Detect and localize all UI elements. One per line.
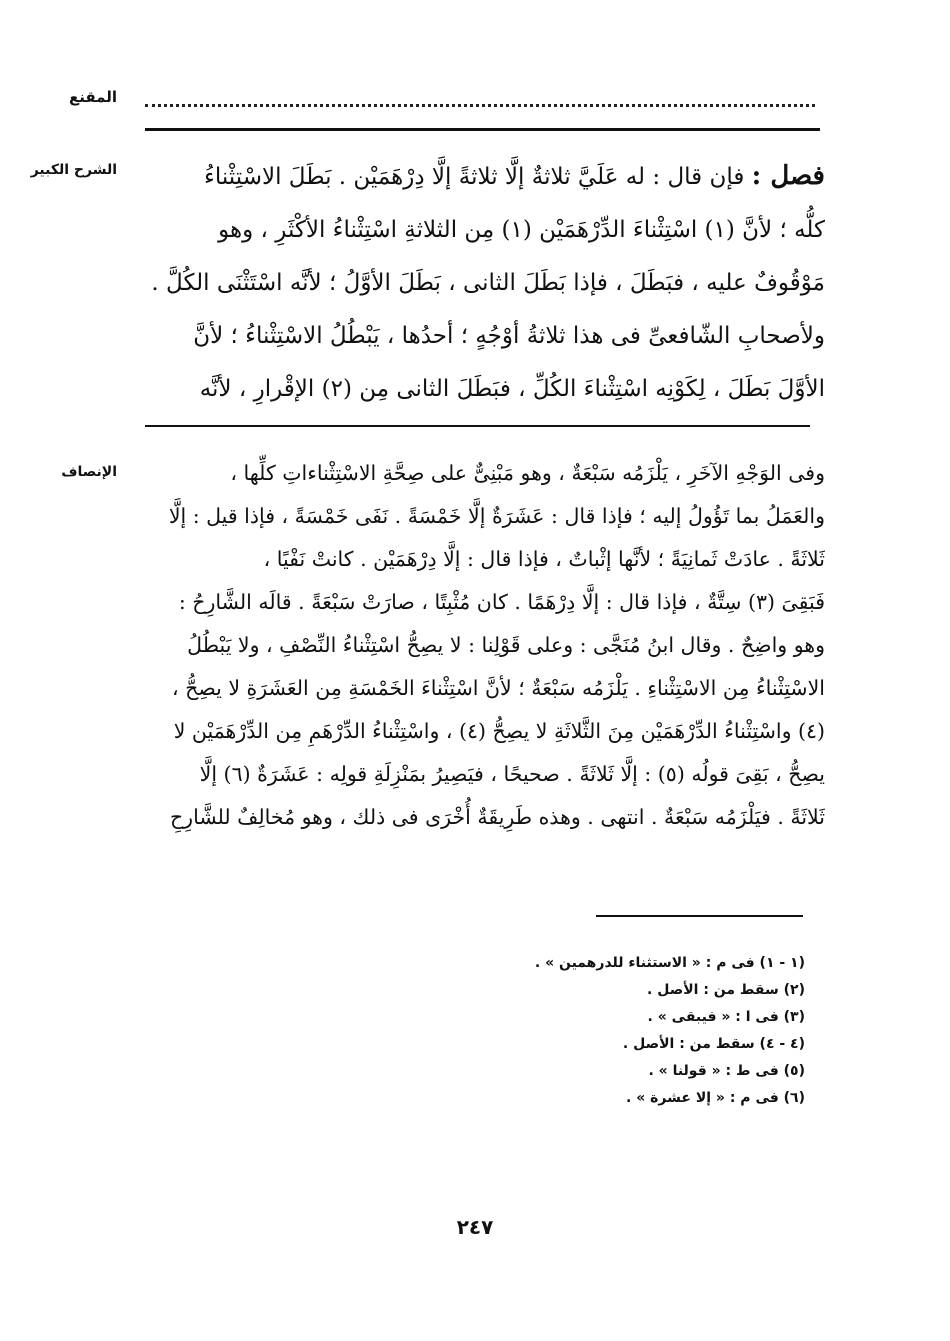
text-line <box>135 150 825 204</box>
book-title: المقنع <box>69 88 117 106</box>
text-line: ثَلاثَةً . عادَتْ ثَمانِيَةً ؛ لأنَّها إثْباتٌ ، فإذا قال : إلَّا دِرْهَمَيْن . كانتْ نَفْيًا ، <box>263 547 825 571</box>
header-rule <box>145 128 820 131</box>
footnote-item: (٢) سقط من : الأصل . <box>647 982 805 998</box>
text-line: وفى الوَجْهِ الآخَرِ ، يَلْزَمُه سَبْعَةٌ ، وهو مَبْنِىٌّ على صِحَّةِ الاسْتِثْناءاتِ كلِّها ، <box>230 461 825 485</box>
text-line: وهو واضِحٌ . وقال ابنُ مُنَجَّى : وعلى قَوْلِنا : لا يصِحُّ اسْتِثْناءُ النِّصْفِ ، ولا يَبْطُلُ <box>187 633 825 657</box>
footnote-item: (٣) فى ا : « فيبقى » . <box>647 1009 805 1025</box>
footnote-item: (٥) فى ط : « قولنا » . <box>648 1063 805 1079</box>
text-line: ولأصحابِ الشّافعىِّ فى هذا ثلاثةُ أوْجُهٍ ؛ أحدُها ، يَبْطُلُ الاسْتِثْناءُ ؛ لأنَّ <box>193 323 825 349</box>
text-line: الاسْتِثْناءُ مِن الاسْتِثْناءِ . يَلْزَمُه سَبْعَةٌ ؛ لأنَّ اسْتِثْناءَ الخَمْسَةِ مِن العَشَرَةِ لا يصِحُّ ، <box>171 676 825 700</box>
text-line-content: فإن قال : له عَلَيَّ ثلاثةٌ إلَّا ثلاثةً إلَّا دِرْهَمَيْن . بَطَلَ الاسْتِثْناءُ <box>204 164 745 190</box>
header-dotted-leader <box>145 90 815 107</box>
sharh-text <box>135 150 825 416</box>
footnote-item: (٦) فى م : « إلا عشرة » . <box>626 1090 805 1106</box>
text-line: فَبَقِىَ (٣) سِتَّةٌ ، فإذا قال : إلَّا دِرْهَمًا . كان مُثْبِتًا ، صارَتْ سَبْعَةً . قالَه الشَّارِحُ : <box>178 590 825 614</box>
page-number: ٢٤٧ <box>456 1215 494 1239</box>
insaf-text <box>135 452 825 839</box>
footnote-item: (١ - ١) فى م : « الاستثناء للدرهمين » . <box>534 955 805 971</box>
text-line: ثَلاثَةً . فيَلْزَمُه سَبْعَةٌ . انتهى . وهذه طَرِيقَةٌ أُخْرَى فى ذلك ، وهو مُخالِفٌ للشَّارِحِ <box>169 805 825 829</box>
side-label-insaf: الإنصاف <box>61 464 117 480</box>
text-line: الأوَّلَ بَطَلَ ، لِكَوْنِه اسْتِثْناءَ الكُلِّ ، فبَطَلَ الثانى مِن (٢) الإقْرارِ ، لأنَّه <box>199 376 825 402</box>
text-line: والعَمَلُ بما تَؤُولُ إليه ؛ فإذا قال : عَشَرَةٌ إلَّا خَمْسَةً . نَفَى خَمْسَةً ، فإذا قيل : إلَّا <box>168 504 825 528</box>
text-line: كلُّه ؛ لأنَّ (١) اسْتِثْناءَ الدِّرْهَمَيْن (١) مِن الثلاثةِ اسْتِثْناءُ الأكْثَرِ ، وهو <box>218 217 825 243</box>
section-heading: فصل : <box>751 161 825 191</box>
text-line: مَوْقُوفٌ عليه ، فبَطَلَ ، فإذا بَطَلَ الثانى ، بَطَلَ الأوَّلُ ؛ لأنَّه اسْتَثْنَى الكُلَّ . <box>151 270 825 296</box>
section-divider <box>145 425 810 427</box>
side-label-sharh: الشرح الكبير <box>30 162 117 178</box>
footnote-item: (٤ - ٤) سقط من : الأصل . <box>622 1036 805 1052</box>
text-line: (٤) واسْتِثْناءُ الدِّرْهَمَيْن مِنَ الثَّلاثَةِ لا يصِحُّ (٤) ، واسْتِثْناءُ الدِّرْهَمِ مِن الدِّرْهَمَيْن لا <box>173 719 825 743</box>
footnotes <box>385 950 805 1112</box>
text-line: يصِحُّ ، بَقِىَ قولُه (٥) : إلَّا ثَلاثَةً . صحيحًا ، فيَصِيرُ بمَنْزِلَةِ قولِه : عَشَرَةٌ (٦) إلَّا <box>199 762 825 786</box>
footnote-rule <box>596 915 803 917</box>
